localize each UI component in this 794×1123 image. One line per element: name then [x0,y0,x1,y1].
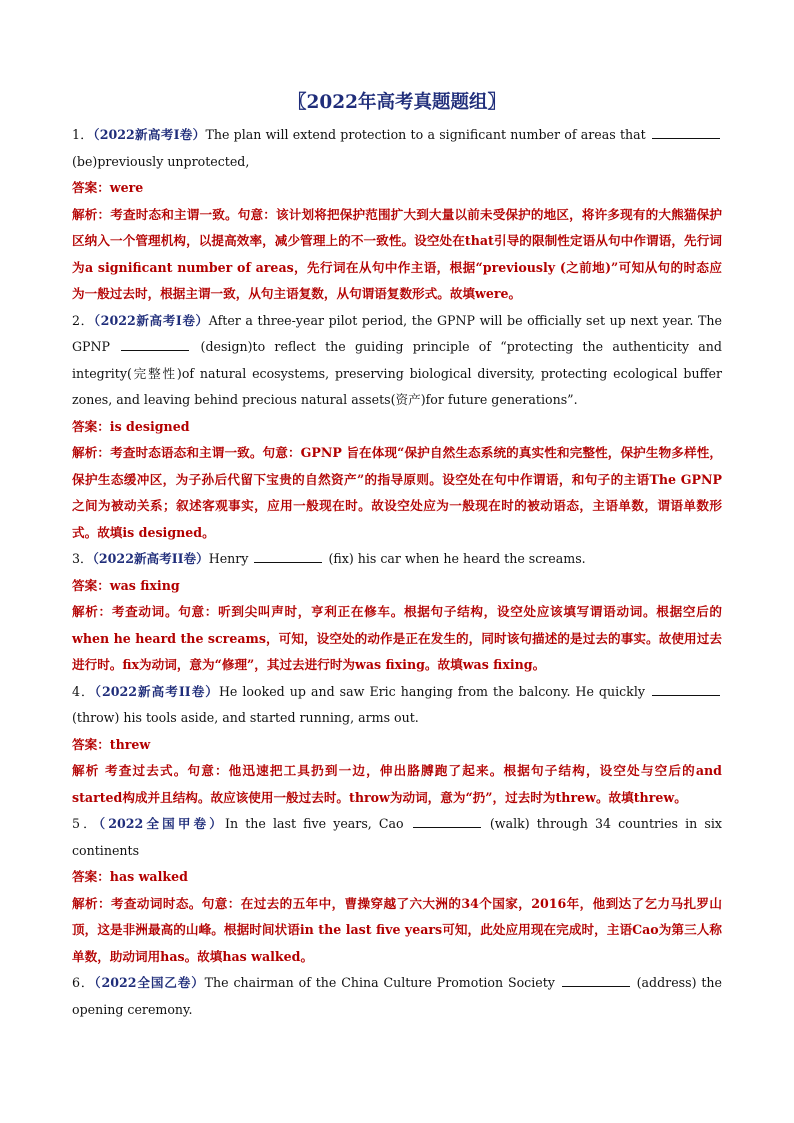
question-text-after: (walk) through 34 countries in six continents [72,816,722,858]
question-source: （2022新高考I卷） [93,127,206,142]
question-number: 3． [72,551,93,566]
answer-line [72,864,722,891]
question-text [72,811,722,864]
question-source: （2022新高考II卷） [94,683,219,699]
answer-blank[interactable] [652,683,720,696]
answer-blank[interactable] [121,338,189,351]
answer-blank[interactable] [254,550,322,563]
answer-blank[interactable] [652,126,720,139]
explanation: 解析：考查时态和主谓一致。句意：该计划将把保护范围扩大到大量以前未受保护的地区，将许多现有的大熊猫保护区纳入一个管理机构，以提高效率，减少管理上的不一致性。设空处在that引导的限制性定语从句中作谓语，先行词为a significant number of areas，先行词在从句中作主语，根据“previously (之前地)”可知从句的时态应为一般过去时，根据主谓一致，从句主语复数，从句谓语复数形式。故填were。 [72,206,722,301]
answer-label: 答案： [72,736,110,752]
question-number: 2． [72,312,94,328]
page-title: 〖2022年高考真题题组〗 [288,92,506,113]
question-source: （2022全国甲卷） [98,816,225,831]
question-text-after: (design)to reflect the guiding principle of “protecting the authenticity and integrity(完整性)of natural ecosystems, preserving biological diversity, protecting ecological buffer zones, and leaving behind precious natural assets(资产)for future generations”. [72,339,722,407]
question-text [72,122,722,175]
answer-label: 答案： [72,180,110,195]
explanation: 解析：考查动词。句意：听到尖叫声时，亨利正在修车。根据句子结构，设空处应该填写谓语动词。根据空后的when he heard the screams，可知，设空处的动作是正在发生的，同时该句描述的是过去的事实。故使用过去进行时。fix为动词，意为“修理”，其过去进行时为was fixing。故填was fixing。 [72,604,722,672]
question-text-before: He looked up and saw Eric hanging from the balcony. He quickly [218,683,645,699]
question-text [72,679,722,732]
answer-blank[interactable] [562,974,630,987]
question-text [72,546,722,573]
answer-line [72,175,722,202]
question-source: （2022新高考II卷） [92,551,209,566]
answer-line [72,732,722,759]
answer-value: was fixing [109,577,180,593]
question-number: 4． [72,683,95,699]
question-number: 1． [72,127,94,142]
question-number: 6． [72,975,95,990]
question-text [72,970,722,1023]
question-text-before: The chairman of the China Culture Promotion Society [204,975,555,990]
answer-value: is designed [109,418,190,434]
question-text-after: (throw) his tools aside, and started running, arms out. [72,710,419,725]
answer-blank[interactable] [413,815,481,828]
answer-label: 答案： [72,869,110,884]
answer-value: threw [109,736,151,752]
question-source: （2022全国乙卷） [94,975,205,990]
answer-line [72,573,722,600]
answer-label: 答案： [72,577,110,593]
question-text-before: Henry [208,551,249,566]
answer-line [72,414,722,441]
question-text-before: After a three-year pilot period, the GPNP will be officially set up next year. The GPNP [72,312,722,354]
question-text-before: In the last five years, Cao [225,816,404,831]
explanation: 解析：考查动词时态。句意：在过去的五年中，曹操穿越了六大洲的34个国家，2016年，他到达了乞力马扎罗山顶，这是非洲最高的山峰。根据时间状语in the last five years可知，此处应用现在完成时，主语Cao为第三人称单数，助动词用has。故填has walked。 [72,895,722,964]
question-text-after: (address) the opening ceremony. [72,975,722,1017]
question-text [72,308,722,414]
question-text-before: The plan will extend protection to a significant number of areas that [205,127,646,142]
answer-value: were [109,180,144,195]
explanation: 解析：考查时态语态和主谓一致。句意：GPNP 旨在体现“保护自然生态系统的真实性和完整性，保护生物多样性，保护生态缓冲区，为子孙后代留下宝贵的自然资产”的指导原则。设空处在句中作谓语，和句子的主语The GPNP 之间为被动关系；叙述客观事实，应用一般现在时。故设空处应为一般现在时的被动语态，主语单数，谓语单数形式。故填is designed。 [72,445,722,540]
explanation: 解析 考查过去式。句意：他迅速把工具扔到一边，伸出胳膊跑了起来。根据句子结构，设空处与空后的and started构成并且结构。故应该使用一般过去时。throw为动词，意为“扔”，过去时为threw。故填threw。 [72,763,722,805]
question-text-after: (fix) his car when he heard the screams. [328,551,586,566]
answer-value: has walked [109,869,188,884]
answer-label: 答案： [72,418,110,434]
question-list [72,122,722,1023]
question-text-after: (be)previously unprotected, [72,153,250,169]
question-source: （2022新高考I卷） [93,312,209,328]
document-page [72,88,722,1023]
question-number: 5． [72,816,99,831]
